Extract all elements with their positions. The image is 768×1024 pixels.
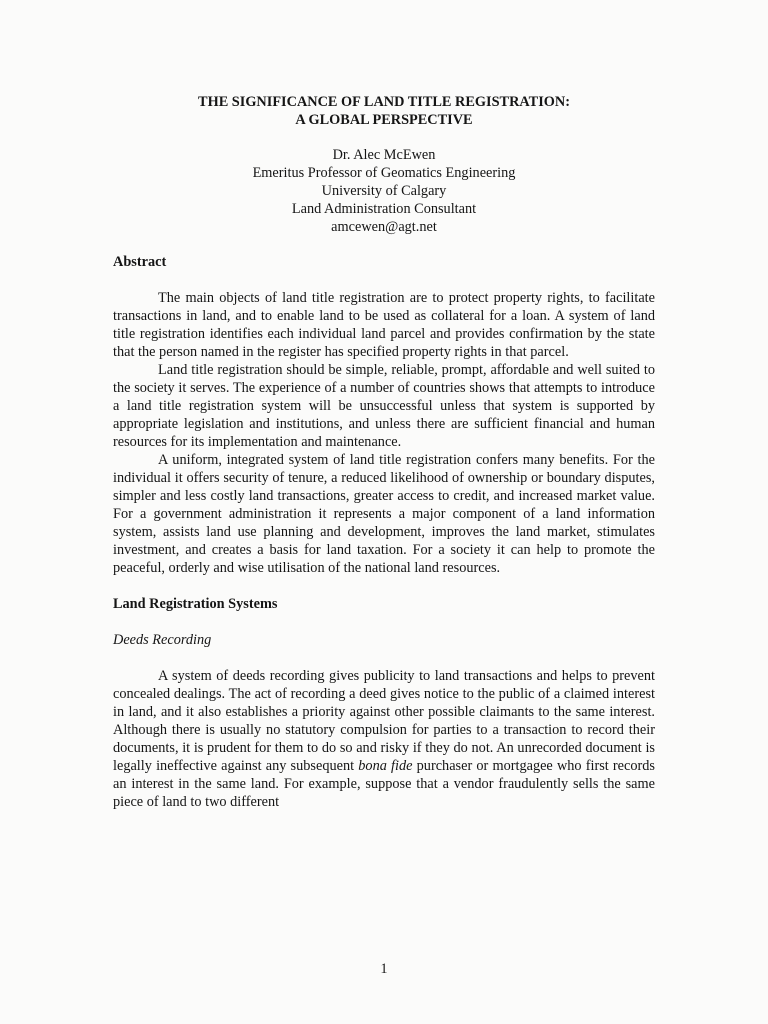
subsection-heading: Deeds Recording (113, 632, 212, 648)
author-block (113, 146, 655, 236)
paper-title (113, 93, 655, 129)
author-email: amcewen@agt.net (331, 219, 437, 235)
title-line-2: A GLOBAL PERSPECTIVE (295, 112, 473, 128)
page-number: 1 (380, 961, 388, 977)
abstract-heading: Abstract (113, 254, 167, 270)
italic-term: bona fide (358, 758, 413, 774)
abstract-paragraph-1: The main objects of land title registration are to protect property rights, to facilitate transactions in land, and to enable land to be used as collateral for a loan. A system of land title registration identifies each individual land parcel and provides confirmation by the state that the person named in the register has specified property rights in that parcel. (113, 290, 655, 360)
abstract-paragraph-2: Land title registration should be simple, reliable, prompt, affordable and well suited to the society it serves. The experience of a number of countries shows that attempts to introduce a land title registration system will be unsuccessful unless that system is supported by appropriate legislation and institutions, and unless there are sufficient financial and human resources for its implementation and maintenance. (113, 362, 655, 450)
abstract-paragraph-3: A uniform, integrated system of land title registration confers many benefits. For the individual it offers security of tenure, a reduced likelihood of ownership or boundary disputes, simpler and less costly land transactions, greater access to credit, and increased market value. For a government administration it represents a major component of a land information system, assists land use planning and development, improves the land market, stimulates investment, and creates a basis for land taxation. For a society it can help to promote the peaceful, orderly and wise utilisation of the national land resources. (113, 452, 655, 576)
author-name: Dr. Alec McEwen (332, 147, 436, 163)
deeds-recording-paragraph (113, 667, 655, 811)
section-heading: Land Registration Systems (113, 596, 278, 612)
author-institution: University of Calgary (321, 183, 447, 199)
title-line-1: THE SIGNIFICANCE OF LAND TITLE REGISTRATION: (198, 94, 570, 110)
author-role: Land Administration Consultant (291, 201, 477, 217)
paragraph-text-part-2: purchaser or mortgagee who first records an interest in the same land. For example, suppose that a vendor fraudulently sells the same piece of land to two different (113, 758, 655, 810)
paragraph-text-part-1: A system of deeds recording gives publicity to land transactions and helps to prevent concealed dealings. The act of recording a deed gives notice to the public of a claimed interest in land, and it also establishes a priority against other possible claimants to the same interest. Although there is usually no statutory compulsion for parties to a transaction to record their documents, it is prudent for them to do so and risky if they do not. An unrecorded document is legally ineffective against any subsequent (113, 668, 655, 774)
author-position: Emeritus Professor of Geomatics Engineering (252, 165, 516, 181)
page-content (113, 93, 655, 811)
